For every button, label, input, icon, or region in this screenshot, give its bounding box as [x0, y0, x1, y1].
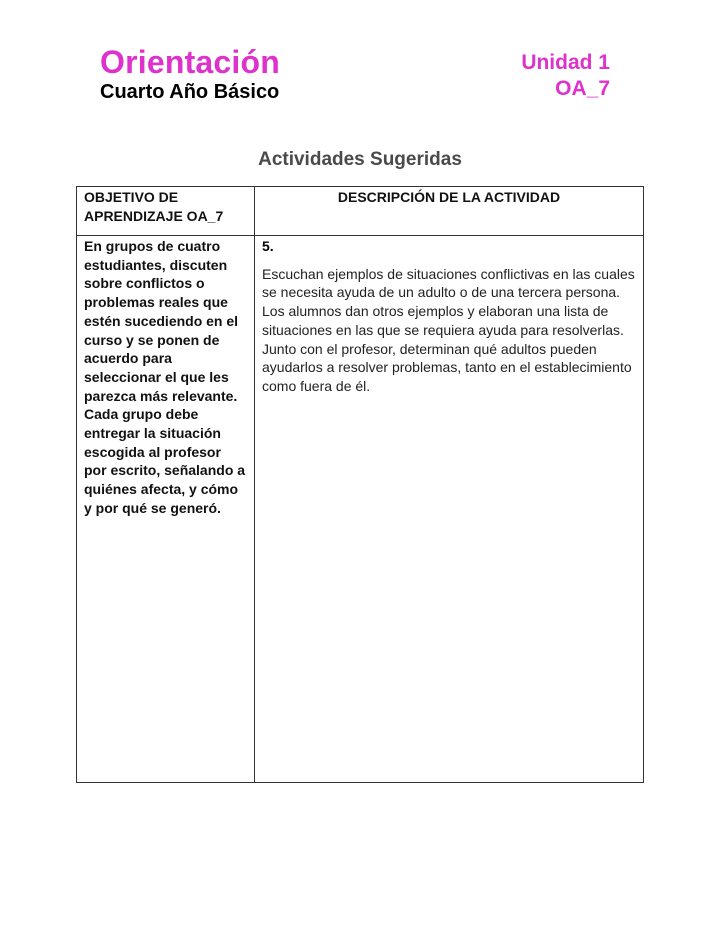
subject-title: Orientación [100, 44, 281, 80]
section-title: Actividades Sugeridas [258, 149, 462, 170]
unit-label: Unidad 1 [521, 51, 610, 74]
column-header-description: DESCRIPCIÓN DE LA ACTIVIDAD [255, 187, 644, 236]
grade-level: Cuarto Año Básico [100, 81, 280, 103]
document-header-right [521, 50, 610, 102]
document-header-left [100, 44, 280, 104]
table-row [77, 236, 644, 783]
table-header-row [77, 187, 644, 236]
column-header-objective: OBJETIVO DE APRENDIZAJE OA_7 [77, 187, 255, 236]
activities-table [76, 186, 644, 783]
objective-code: OA_7 [555, 77, 610, 100]
description-cell [255, 236, 644, 783]
objective-cell: En grupos de cuatro estudiantes, discuten sobre conflictos o problemas reales que estén sucediendo en el curso y se ponen de acuerdo para seleccionar el que les parezca más relevante. Cada grupo debe entregar la situación escogida al profesor por escrito, señalando a quiénes afecta, y cómo y por qué se generó. [77, 236, 255, 783]
activity-description: Escuchan ejemplos de situaciones conflictivas en las cuales se necesita ayuda de un adulto o de una tercera persona. Los alumnos dan otros ejemplos y elaboran una lista de situaciones en las que se requiera ayuda para resolverlas. Junto con el profesor, determinan qué adultos pueden ayudarlos a resolver problemas, tanto en el establecimiento como fuera de él. [262, 265, 635, 394]
activity-number: 5. [262, 238, 274, 254]
